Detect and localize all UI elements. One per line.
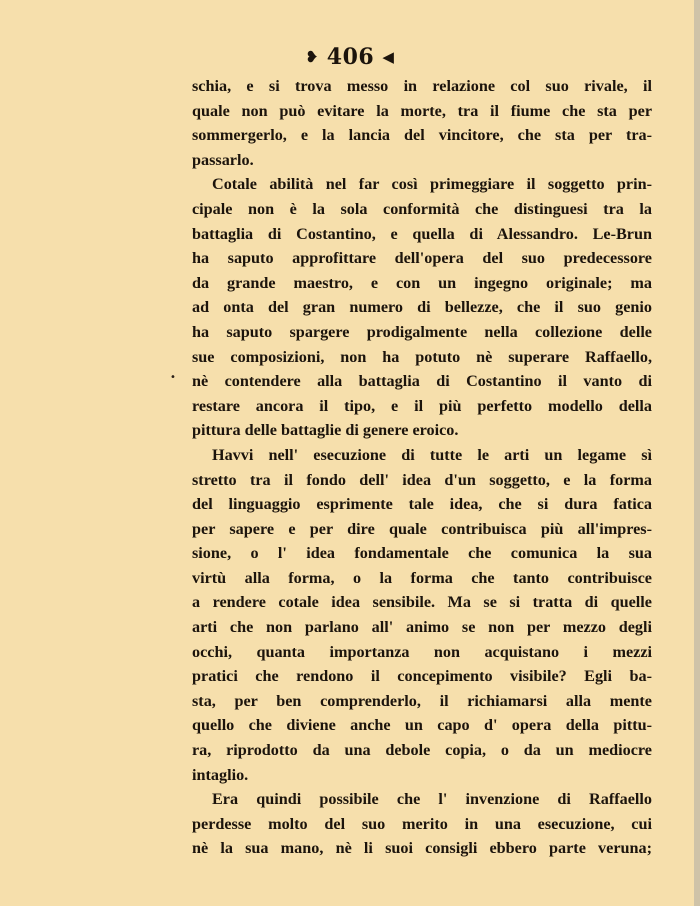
text-line: intaglio. [192,765,249,784]
text-line: passarlo. [192,150,254,169]
text-line: Havvi nell' esecuzione di tutte le arti un legame sì [212,445,652,464]
text-line: sue composizioni, non ha potuto nè superare Raffaello, [192,347,652,366]
text-line: virtù alla forma, o la forma che tanto contribuisce [192,568,652,587]
text-line: sione, o l' idea fondamentale che comunica la sua [192,544,652,563]
text-line: battaglia di Costantino, e quella di Alessandro. Le-Brun [192,224,652,243]
text-line: schia, e si trova messo in relazione col suo rivale, il [192,77,652,95]
text-line: ha saputo approfittare dell'opera del suo predecessore [192,249,652,268]
text-line: restare ancora il tipo, e il più perfetto modello della [192,396,652,415]
page-header [0,44,700,70]
text-line: ha saputo spargere prodigalmente nella collezione delle [192,322,652,341]
text-line: nè la sua mano, nè li suoi consigli ebbero parte veruna; [192,839,652,858]
page-edge [694,0,700,906]
text-line: quello che diviene anche un capo d' opera della pittu- [192,716,652,735]
page-number: 406 [326,44,375,70]
body-text [192,74,652,861]
text-line: arti che non parlano all' animo se non per mezzo degli [192,618,652,637]
text-line: nè contendere alla battaglia di Costantino il vanto di [192,372,652,391]
ornament-right-icon: ◀ [382,48,395,66]
text-line: stretto tra il fondo dell' idea d'un soggetto, e la forma [192,470,652,489]
text-line: del linguaggio esprimente tale idea, che si dura fatica [192,495,652,514]
margin-speck: • [170,372,176,383]
ornament-left-icon: ❥ [305,48,319,66]
text-line: per sapere e per dire quale contribuisca più all'impres- [192,519,652,538]
text-line: ad onta del gran numero di bellezze, che il suo genio [192,298,652,317]
text-line: sta, per ben comprenderlo, il richiamarsi alla mente [192,691,652,710]
text-line: Cotale abilità nel far così primeggiare il soggetto prin- [212,175,652,194]
text-line: a rendere cotale idea sensibile. Ma se si tratta di quelle [192,593,652,612]
text-line: Era quindi possibile che l' invenzione di Raffaello [212,790,652,809]
text-line: perdesse molto del suo merito in una esecuzione, cui [192,814,652,833]
text-line: pittura delle battaglie di genere eroico. [192,421,459,440]
text-line: da grande maestro, e con un ingegno originale; ma [192,273,652,292]
text-line: quale non può evitare la morte, tra il fiume che sta per [192,101,652,120]
text-line: sommergerlo, e la lancia del vincitore, che sta per tra- [192,126,652,145]
text-line: cipale non è la sola conformità che distinguesi tra la [192,199,652,218]
text-line: ra, riprodotto da una debole copia, o da un mediocre [192,741,652,760]
text-line: occhi, quanta importanza non acquistano i mezzi [192,642,652,661]
text-line: pratici che rendono il concepimento visibile? Egli ba- [192,667,652,686]
